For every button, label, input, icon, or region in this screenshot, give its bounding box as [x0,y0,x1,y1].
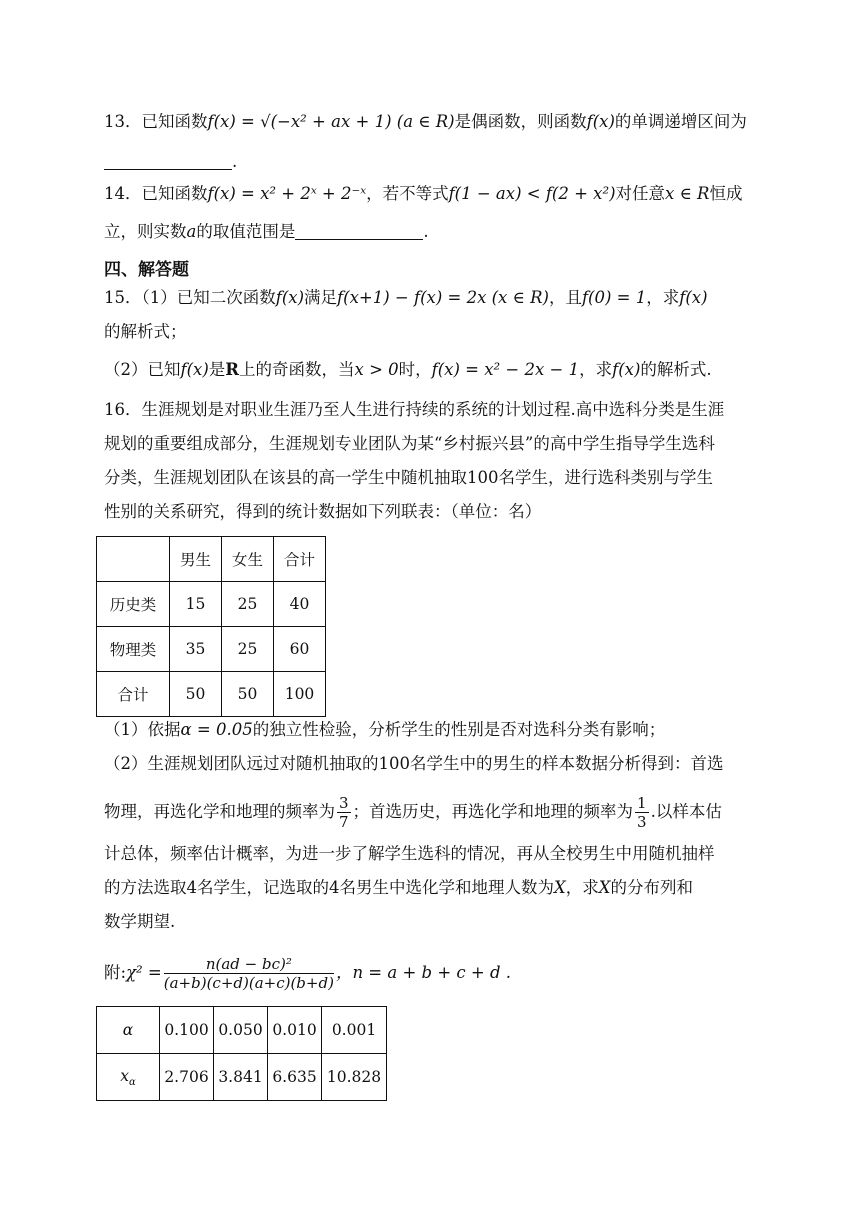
q15-part2-end: 的解析式. [640,360,712,379]
table-cell: 25 [222,582,274,627]
q15-text-mid2: ，且 [548,288,582,307]
question-16-part-2-line-1: （2）生涯规划团队远过对随机抽取的100名学生中的男生的样本数据分析得到：首选 [104,754,724,773]
question-16-part-2-line-3: 计总体，频率估计概率，为进一步了解学生选科的情况，再从全校男生中用随机抽样 [104,844,715,863]
q13-text-suffix: 的单调递增区间为 [614,112,747,131]
table-cell: 15 [170,582,222,627]
question-16-para-1: 16．生涯规划是对职业生涯乃至人生进行持续的系统的计划过程.高中选科分类是生涯 [104,400,725,419]
table-cell: 男生 [170,537,222,582]
question-15-line-2: 的解析式； [104,322,187,341]
x-alpha-subscript: α [128,1076,136,1088]
table-cell: 25 [222,627,274,672]
q16-part2-l4-end: 的分布列和 [610,878,693,897]
q14-period: . [423,222,429,241]
question-14-line-2 [104,220,764,244]
q16-var-X: X [554,878,566,897]
chi-square-symbol: χ² = [126,963,162,982]
q13-period: . [232,152,238,171]
table-cell: 女生 [222,537,274,582]
table-cell: 3.841 [214,1054,268,1101]
q14-inequality: f(1 − ax) < f(2 + x²) [448,184,616,203]
question-13-line-2 [104,150,764,174]
table-row [97,582,326,627]
q15-equation: f(x+1) − f(x) = 2x (x ∈ R) [337,288,549,307]
q16-part2-mid: ；首选历史，再选化学和地理的频率为 [352,802,634,821]
q13-text-mid: 是偶函数，则函数 [454,112,587,131]
table-cell: 物理类 [97,627,170,672]
table-row [97,672,326,717]
table-row [97,627,326,672]
sample-size-formula: ，n = a + b + c + d . [335,963,512,982]
appendix-label: 附: [104,963,127,982]
question-16-part-2-line-4 [104,876,764,900]
question-16-part-2-line-2 [104,790,764,834]
q16-part2-l4-mid: ，求 [565,878,599,897]
q13-formula: f(x) = √(−x² + ax + 1) (a ∈ R) [207,112,455,131]
q16-part1-suffix: 的独立性检验，分析学生的性别是否对选科分类有影响； [252,720,666,739]
table-row [97,1007,387,1054]
question-16-part-2-line-5: 数学期望. [104,912,176,931]
q15-part2-mid4: ，求 [579,360,613,379]
q14-text-end: 恒成 [709,184,743,203]
q15-part2-text: （2）已知 [104,360,181,379]
table-row [97,1054,387,1101]
table-cell: 0.100 [160,1007,214,1054]
question-16-para-4: 性别的关系研究，得到的统计数据如下列联表：（单位：名） [104,502,542,521]
table-cell: 60 [274,627,326,672]
table-cell: 35 [170,627,222,672]
q15-text: 15．（1）已知二次函数 [104,288,276,307]
q15-part2-mid2: 上的奇函数，当 [239,360,355,379]
question-15-line-3 [104,358,764,382]
table-cell: 历史类 [97,582,170,627]
q15-part2-cond: x > 0 [354,360,399,379]
q15-fx2: f(x) [679,288,708,307]
q16-part2-end: .以样本估 [650,802,722,821]
table-cell: 50 [222,672,274,717]
table-cell: 50 [170,672,222,717]
q14-text-mid: ，若不等式 [366,184,449,203]
table-cell: 合计 [97,672,170,717]
q14-text-2: 立，则实数 [104,222,187,241]
table-cell: 合计 [274,537,326,582]
table-cell: 40 [274,582,326,627]
answer-blank[interactable] [104,153,232,170]
fraction-3-7: $\frac{3}{7}$ [339,794,349,831]
question-15-line-1 [104,286,764,310]
q13-fx: f(x) [586,112,615,131]
question-13-line-1 [104,110,764,134]
q16-part2-text: 物理，再选化学和地理的频率为 [104,802,335,821]
q15-fx: f(x) [275,288,305,307]
table-cell: 0.050 [214,1007,268,1054]
q15-f0: f(0) = 1 [581,288,647,307]
question-16-para-2: 规划的重要组成部分，生涯规划专业团队为某“乡村振兴县”的高中学生指导学生选科 [104,434,715,453]
q14-formula: f(x) = x² + 2ˣ + 2⁻ˣ [207,184,367,203]
q16-part1-text: （1）依据 [104,720,181,739]
q15-part2-mid3: 时， [398,360,432,379]
table-cell: 100 [274,672,326,717]
question-14-line-1 [104,182,764,206]
q15-part2-eq: f(x) = x² − 2x − 1 [431,360,580,379]
q14-text-suffix: 对任意 [615,184,666,203]
contingency-table [96,536,326,717]
table-header-row [97,537,326,582]
q16-part2-l4-text: 的方法选取4名学生，记选取的4名男生中选化学和地理人数为 [104,878,554,897]
table-cell: α [97,1007,160,1054]
q15-text-mid3: ，求 [646,288,680,307]
q13-text: 13．已知函数 [104,112,208,131]
q14-var-a: a [186,222,197,241]
table-cell: 6.635 [268,1054,322,1101]
table-cell: 2.706 [160,1054,214,1101]
table-cell: 0.001 [322,1007,387,1054]
q15-part2-R: R [225,360,240,379]
q16-var-X2: X [598,878,611,897]
q14-x-in-r: x ∈ R [665,184,710,203]
table-cell [97,1054,160,1101]
q14-text: 14．已知函数 [104,184,208,203]
appendix-formula [104,948,764,998]
question-16-para-3: 分类，生涯规划团队在该县的高一学生中随机抽取100名学生，进行选科类别与学生 [104,468,713,487]
q15-part2-mid: 是 [208,360,226,379]
section-title: 四、解答题 [104,260,189,280]
q15-text-mid: 满足 [304,288,338,307]
table-cell: 0.010 [268,1007,322,1054]
q15-part2-fx2: f(x) [612,360,641,379]
q15-part2-fx: f(x) [180,360,209,379]
answer-blank[interactable] [295,223,423,240]
question-16-part-1 [104,718,764,742]
x-alpha-label: x [120,1066,129,1085]
q14-text-2-mid: 的取值范围是 [196,222,296,241]
critical-value-table [96,1006,387,1101]
chi-square-fraction: $\frac{\text{n(ad − bc)²}}{(a+b)(c+d)(a+c)(b+d)}$ [163,955,334,992]
table-cell [97,537,170,582]
q16-alpha: α = 0.05 [180,720,253,739]
fraction-1-3: $\frac{1}{3}$ [637,794,647,831]
table-cell: 10.828 [322,1054,387,1101]
